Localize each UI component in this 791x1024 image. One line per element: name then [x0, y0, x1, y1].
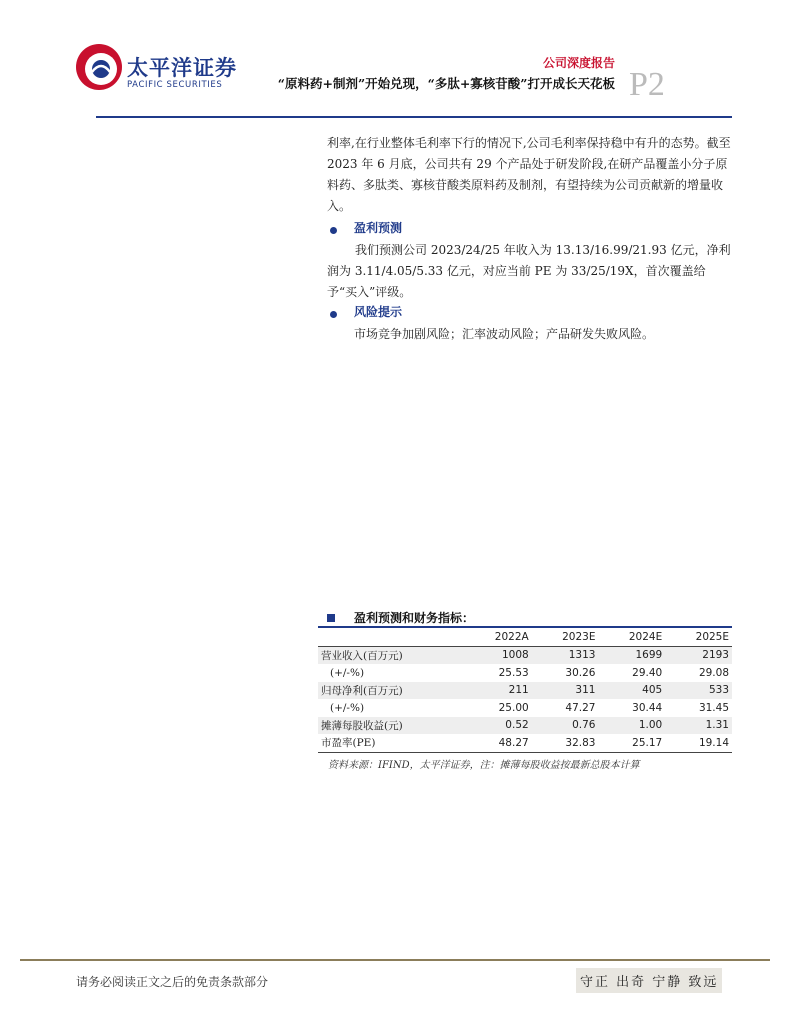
table-cell: 0.76 [572, 719, 596, 732]
table-cell: 1008 [501, 649, 529, 662]
table-cell: 405 [642, 684, 663, 697]
row-label: (+/-%) [330, 701, 365, 714]
table-row [318, 699, 732, 717]
table-row [318, 646, 732, 664]
column-header: 2024E [628, 630, 663, 643]
row-label: 归母净利(百万元) [321, 684, 403, 697]
table-cell: 19.14 [698, 736, 729, 749]
square-bullet-icon [327, 614, 335, 622]
row-label: 营业收入(百万元) [321, 649, 403, 662]
table-cell: 1313 [568, 649, 596, 662]
table-cell: 47.27 [565, 701, 596, 714]
table-cell: 1.31 [705, 719, 729, 732]
brand-name-cn: 太平洋证券 [127, 56, 237, 80]
row-label: (+/-%) [330, 666, 365, 679]
section-heading-risk: 风险提示 [354, 305, 403, 319]
forecast-paragraph: 我们预测公司 2023/24/25 年收入为 13.13/16.99/21.93 亿元，净利润为 3.11/4.05/5.33 亿元，对应当前 PE 为 33/25/19X，首次覆盖给予“买入”评级。 [327, 243, 731, 299]
pacific-securities-logo-icon [74, 42, 124, 92]
page-number: P2 [629, 66, 665, 103]
report-title: “原料药+制剂”开始兑现，“多肽+寡核苷酸”打开成长天花板 [277, 76, 615, 91]
table-cell: 30.44 [632, 701, 663, 714]
table-header-row [318, 627, 732, 646]
table-cell: 311 [575, 684, 596, 697]
financial-forecast-table [318, 626, 732, 753]
table-cell: 211 [508, 684, 529, 697]
column-header: 2023E [562, 630, 596, 643]
table-cell: 32.83 [565, 736, 596, 749]
table-cell: 48.27 [498, 736, 529, 749]
table-row [318, 734, 732, 752]
table-row [318, 664, 732, 682]
table-cell: 25.00 [498, 701, 529, 714]
table-cell: 0.52 [505, 719, 529, 732]
table-cell: 2193 [702, 649, 729, 662]
table-cell: 25.17 [632, 736, 663, 749]
column-header: 2025E [695, 630, 729, 643]
table-cell: 29.08 [698, 666, 729, 679]
table-cell: 1699 [635, 649, 663, 662]
footer-divider [20, 959, 770, 961]
table-title: 盈利预测和财务指标： [354, 611, 475, 625]
table-source-note: 资料来源：IFIND，太平洋证券，注：摊薄每股收益按最新总股本计算 [328, 760, 640, 771]
table-cell: 31.45 [698, 701, 729, 714]
brand-name-en: PACIFIC SECURITIES [127, 80, 223, 90]
row-label: 摊薄每股收益(元) [321, 719, 403, 732]
risk-paragraph: 市场竞争加剧风险；汇率波动风险；产品研发失败风险。 [354, 327, 655, 341]
column-header: 2022A [494, 630, 529, 643]
table-cell: 30.26 [565, 666, 596, 679]
table-row [318, 717, 732, 735]
section-bullet-icon [330, 227, 337, 234]
table-cell: 25.53 [498, 666, 529, 679]
footer-disclaimer: 请务必阅读正文之后的免责条款部分 [76, 975, 269, 989]
section-heading-forecast: 盈利预测 [354, 221, 403, 235]
section-bullet-icon [330, 311, 337, 318]
table-cell: 29.40 [632, 666, 663, 679]
row-label: 市盈率(PE) [321, 737, 376, 750]
header-divider [96, 116, 732, 118]
report-type-label: 公司深度报告 [542, 56, 615, 70]
footer-motto: 守正 出奇 宁静 致远 [576, 968, 722, 993]
column-header [318, 627, 464, 646]
body-paragraph: 利率,在行业整体毛利率下行的情况下,公司毛利率保持稳中有升的态势。截至 2023 年 6 月底，公司共有 29 个产品处于研发阶段,在研产品覆盖小分子原料药、多肽类、寡核苷酸类原料药及制剂，有望持续为公司贡献新的增量收入。 [327, 136, 731, 213]
table-cell: 533 [708, 684, 729, 697]
table-row [318, 682, 732, 700]
table-cell: 1.00 [638, 719, 663, 732]
